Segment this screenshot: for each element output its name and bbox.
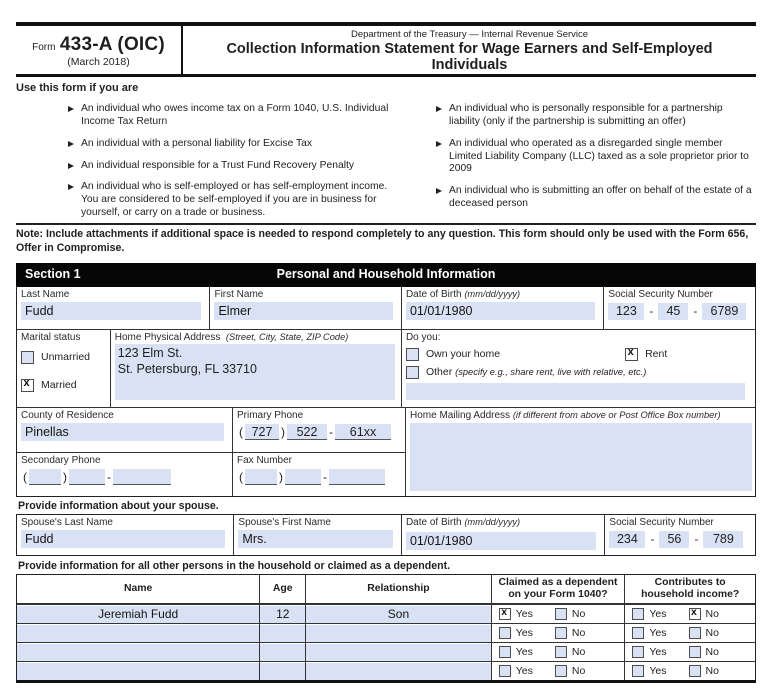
bullet-item: An individual who operated as a disregarded single member Limited Liability Company (LLC) taxed as a sole proprietor prior to 2009 bbox=[436, 138, 756, 177]
secondary-phone-area-field[interactable] bbox=[29, 469, 61, 485]
home-mailing-address-hint: (if different from above or Post Office Box number) bbox=[512, 409, 721, 420]
section1-header-bar bbox=[16, 263, 756, 287]
claimed-yes-checkbox[interactable] bbox=[499, 608, 511, 620]
dependent-age-field[interactable] bbox=[260, 625, 305, 642]
dependent-name-field[interactable] bbox=[17, 663, 259, 680]
ssn-dash: - bbox=[693, 304, 698, 319]
ssn-cell bbox=[604, 287, 755, 329]
home-physical-address-field[interactable]: 123 Elm St. St. Petersburg, FL 33710 bbox=[115, 344, 395, 400]
do-you-cell bbox=[402, 330, 755, 407]
first-name-field[interactable]: Elmer bbox=[214, 302, 392, 320]
use-section-title: Use this form if you are bbox=[16, 82, 139, 94]
fax-label: Fax Number bbox=[237, 454, 293, 466]
spouse-intro-text: Provide information about your spouse. bbox=[18, 499, 219, 512]
table-row: Jeremiah Fudd 12 Son x Yes No Yes x No bbox=[17, 604, 755, 623]
last-name-field[interactable]: Fudd bbox=[21, 302, 201, 320]
married-label: Married bbox=[41, 379, 77, 392]
own-home-checkbox[interactable] bbox=[406, 348, 419, 361]
claimed-yes-checkbox[interactable] bbox=[499, 665, 511, 677]
contributes-yes-checkbox[interactable] bbox=[632, 608, 644, 620]
secondary-phone-cell: Secondary Phone ( ) - bbox=[17, 453, 233, 496]
dependent-age-field[interactable] bbox=[260, 644, 305, 661]
spouse-last-name-field[interactable]: Fudd bbox=[21, 530, 225, 548]
secondary-phone-prefix-field[interactable] bbox=[69, 469, 105, 485]
other-specify-field[interactable] bbox=[406, 383, 745, 400]
do-you-label: Do you: bbox=[405, 331, 441, 343]
spouse-last-name-cell bbox=[17, 515, 234, 555]
spouse-ssn-part1-field[interactable]: 234 bbox=[609, 531, 645, 548]
bullet-item: An individual who is personally responsible for a partnership liability (only if the partnership is submitting an offer) bbox=[436, 103, 756, 129]
married-checkbox[interactable] bbox=[21, 379, 34, 392]
dependent-relationship-field[interactable] bbox=[306, 644, 491, 661]
ssn-part1-field[interactable]: 123 bbox=[608, 303, 644, 320]
header-claimed: Claimed as a dependent on your Form 1040? bbox=[492, 575, 626, 603]
marital-status-cell bbox=[17, 330, 111, 407]
unmarried-label: Unmarried bbox=[41, 351, 91, 364]
section1-title: Personal and Household Information bbox=[276, 266, 496, 281]
home-mailing-address-label: Home Mailing Address (if different from above or Post Office Box number) bbox=[410, 409, 721, 421]
claimed-yes-checkbox[interactable] bbox=[499, 646, 511, 658]
contributes-yes-checkbox[interactable] bbox=[632, 627, 644, 639]
dependent-age-field[interactable]: 12 bbox=[260, 606, 305, 623]
bullet-arrow-icon bbox=[68, 106, 74, 112]
bullet-item: An individual who is submitting an offer on behalf of the estate of a deceased person bbox=[436, 185, 756, 211]
personal-info-grid bbox=[16, 287, 756, 497]
dob-field[interactable]: 01/01/1980 bbox=[406, 302, 595, 320]
form-number: 433-A (OIC) bbox=[59, 34, 165, 55]
first-name-cell bbox=[210, 287, 401, 329]
rent-label: Rent bbox=[645, 348, 668, 361]
county-field[interactable]: Pinellas bbox=[21, 423, 224, 441]
bullet-arrow-icon bbox=[436, 188, 442, 194]
table-row: Yes No Yes No bbox=[17, 623, 755, 642]
spouse-ssn-part3-field[interactable]: 789 bbox=[703, 531, 743, 548]
fax-prefix-field[interactable] bbox=[285, 469, 321, 485]
section1-label: Section 1 bbox=[25, 266, 81, 281]
other-hint: (specify e.g., share rent, live with relative, etc.) bbox=[455, 367, 647, 378]
marital-status-label: Marital status bbox=[21, 331, 81, 343]
ssn-part2-field[interactable]: 45 bbox=[658, 303, 688, 320]
own-home-label: Own your home bbox=[425, 348, 501, 361]
home-mailing-address-cell bbox=[405, 408, 755, 496]
primary-phone-area-field[interactable]: 727 bbox=[245, 424, 279, 440]
bullet-item: An individual responsible for a Trust Fund Recovery Penalty bbox=[68, 160, 401, 173]
fax-cell: Fax Number ( ) - bbox=[233, 453, 405, 496]
dependent-relationship-field[interactable]: Son bbox=[306, 606, 491, 623]
primary-phone-label: Primary Phone bbox=[237, 409, 304, 421]
secondary-phone-label: Secondary Phone bbox=[21, 454, 101, 466]
last-name-cell bbox=[17, 287, 210, 329]
bullet-arrow-icon bbox=[68, 163, 74, 169]
home-mailing-address-field[interactable] bbox=[410, 423, 752, 491]
form-number-block bbox=[16, 26, 183, 74]
header-relationship: Relationship bbox=[306, 575, 491, 603]
home-physical-address-label: Home Physical Address (Street, City, State, ZIP Code) bbox=[114, 331, 349, 343]
spouse-last-name-label: Spouse's Last Name bbox=[21, 516, 113, 528]
agency-line: Department of the Treasury — Internal Revenue Service bbox=[350, 29, 589, 40]
dependent-name-field[interactable] bbox=[17, 625, 259, 642]
home-physical-address-cell bbox=[111, 330, 402, 407]
county-label: County of Residence bbox=[21, 409, 114, 421]
unmarried-checkbox[interactable] bbox=[21, 351, 34, 364]
spouse-ssn-cell: Social Security Number 234 - 56 - 789 bbox=[605, 515, 755, 555]
use-bullets-right bbox=[401, 94, 756, 220]
dob-hint: (mm/dd/yyyy) bbox=[464, 288, 521, 299]
header-contributes: Contributes to household income? bbox=[641, 576, 740, 600]
spouse-first-name-label: Spouse's First Name bbox=[238, 516, 331, 528]
bullet-arrow-icon bbox=[68, 184, 74, 190]
other-checkbox[interactable] bbox=[406, 366, 419, 379]
bullet-item: An individual who is self-employed or has self-employment income. You are considered to be self-employed if you are in business for yourself, or carry on a trade or business. bbox=[68, 181, 401, 220]
dependent-relationship-field[interactable] bbox=[306, 625, 491, 642]
ssn-part3-field[interactable]: 6789 bbox=[702, 303, 746, 320]
spouse-dob-cell bbox=[402, 515, 605, 555]
household-intro-text: Provide information for all other persons in the household or claimed as a dependent. bbox=[18, 559, 451, 572]
header-name: Name bbox=[17, 575, 260, 603]
use-this-form-section bbox=[16, 77, 756, 223]
bullet-arrow-icon bbox=[68, 141, 74, 147]
home-physical-address-hint: (Street, City, State, ZIP Code) bbox=[225, 331, 349, 342]
note-text: Note: Include attachments if additional space is needed to respond completely to any question. This form should only be used with the Form 656, Offer in Compromise. bbox=[16, 223, 756, 261]
form-revision-date: (March 2018) bbox=[67, 56, 130, 68]
contributes-no-checkbox[interactable] bbox=[689, 608, 701, 620]
use-bullets-left bbox=[16, 94, 401, 220]
form-title: Collection Information Statement for Wage Earners and Self-Employed Individuals bbox=[226, 41, 713, 74]
dob-cell bbox=[402, 287, 604, 329]
fax-area-field[interactable] bbox=[245, 469, 277, 485]
county-cell bbox=[17, 408, 233, 452]
contributes-no-checkbox[interactable] bbox=[689, 646, 701, 658]
dependent-relationship-field[interactable] bbox=[306, 663, 491, 680]
ssn-dash: - bbox=[649, 304, 654, 319]
contributes-yes-checkbox[interactable] bbox=[632, 665, 644, 677]
primary-phone-prefix-field[interactable]: 522 bbox=[287, 424, 327, 440]
primary-phone-cell: Primary Phone ( 727 ) 522 - 61xx bbox=[233, 408, 405, 452]
dependents-table-header bbox=[17, 575, 755, 604]
form-header bbox=[16, 22, 756, 77]
spouse-ssn-part2-field[interactable]: 56 bbox=[659, 531, 689, 548]
claimed-no-checkbox[interactable] bbox=[555, 627, 567, 639]
claimed-yes-checkbox[interactable] bbox=[499, 627, 511, 639]
claimed-no-checkbox[interactable] bbox=[555, 665, 567, 677]
spouse-first-name-cell bbox=[234, 515, 402, 555]
secondary-phone-line-field[interactable] bbox=[113, 469, 171, 485]
primary-phone-line-field[interactable]: 61xx bbox=[335, 424, 391, 440]
bullet-arrow-icon bbox=[436, 106, 442, 112]
form-title-block bbox=[183, 26, 756, 74]
contributes-yes-checkbox[interactable] bbox=[632, 646, 644, 658]
contributes-no-checkbox[interactable] bbox=[689, 627, 701, 639]
ssn-label: Social Security Number bbox=[608, 288, 713, 300]
spouse-dob-hint: (mm/dd/yyyy) bbox=[464, 516, 521, 527]
spouse-first-name-field[interactable]: Mrs. bbox=[238, 530, 393, 548]
dependent-name-field[interactable] bbox=[17, 644, 259, 661]
contributes-no-checkbox[interactable] bbox=[689, 665, 701, 677]
rent-checkbox[interactable] bbox=[625, 348, 638, 361]
first-name-label: First Name bbox=[214, 288, 264, 300]
dependent-name-field[interactable]: Jeremiah Fudd bbox=[17, 606, 259, 623]
last-name-label: Last Name bbox=[21, 288, 70, 300]
spouse-dob-label: Date of Birth (mm/dd/yyyy) bbox=[405, 516, 521, 528]
dependents-table bbox=[16, 574, 756, 683]
claimed-no-checkbox[interactable] bbox=[555, 646, 567, 658]
fax-line-field[interactable] bbox=[329, 469, 385, 485]
dob-label: Date of Birth (mm/dd/yyyy) bbox=[405, 288, 521, 300]
header-age: Age bbox=[260, 575, 306, 603]
table-row: Yes No Yes No bbox=[17, 661, 755, 680]
spouse-info-grid bbox=[16, 514, 756, 556]
form-word: Form bbox=[32, 42, 56, 53]
bullet-item: An individual with a personal liability for Excise Tax bbox=[68, 138, 401, 151]
other-label: Other (specify e.g., share rent, live with relative, etc.) bbox=[425, 366, 647, 379]
dependent-age-field[interactable] bbox=[260, 663, 305, 680]
spouse-ssn-label: Social Security Number bbox=[609, 516, 714, 528]
spouse-dob-field[interactable]: 01/01/1980 bbox=[406, 532, 596, 550]
bullet-item: An individual who owes income tax on a Form 1040, U.S. Individual Income Tax Return bbox=[68, 103, 401, 129]
table-row: Yes No Yes No bbox=[17, 642, 755, 661]
bullet-arrow-icon bbox=[436, 141, 442, 147]
claimed-no-checkbox[interactable] bbox=[555, 608, 567, 620]
